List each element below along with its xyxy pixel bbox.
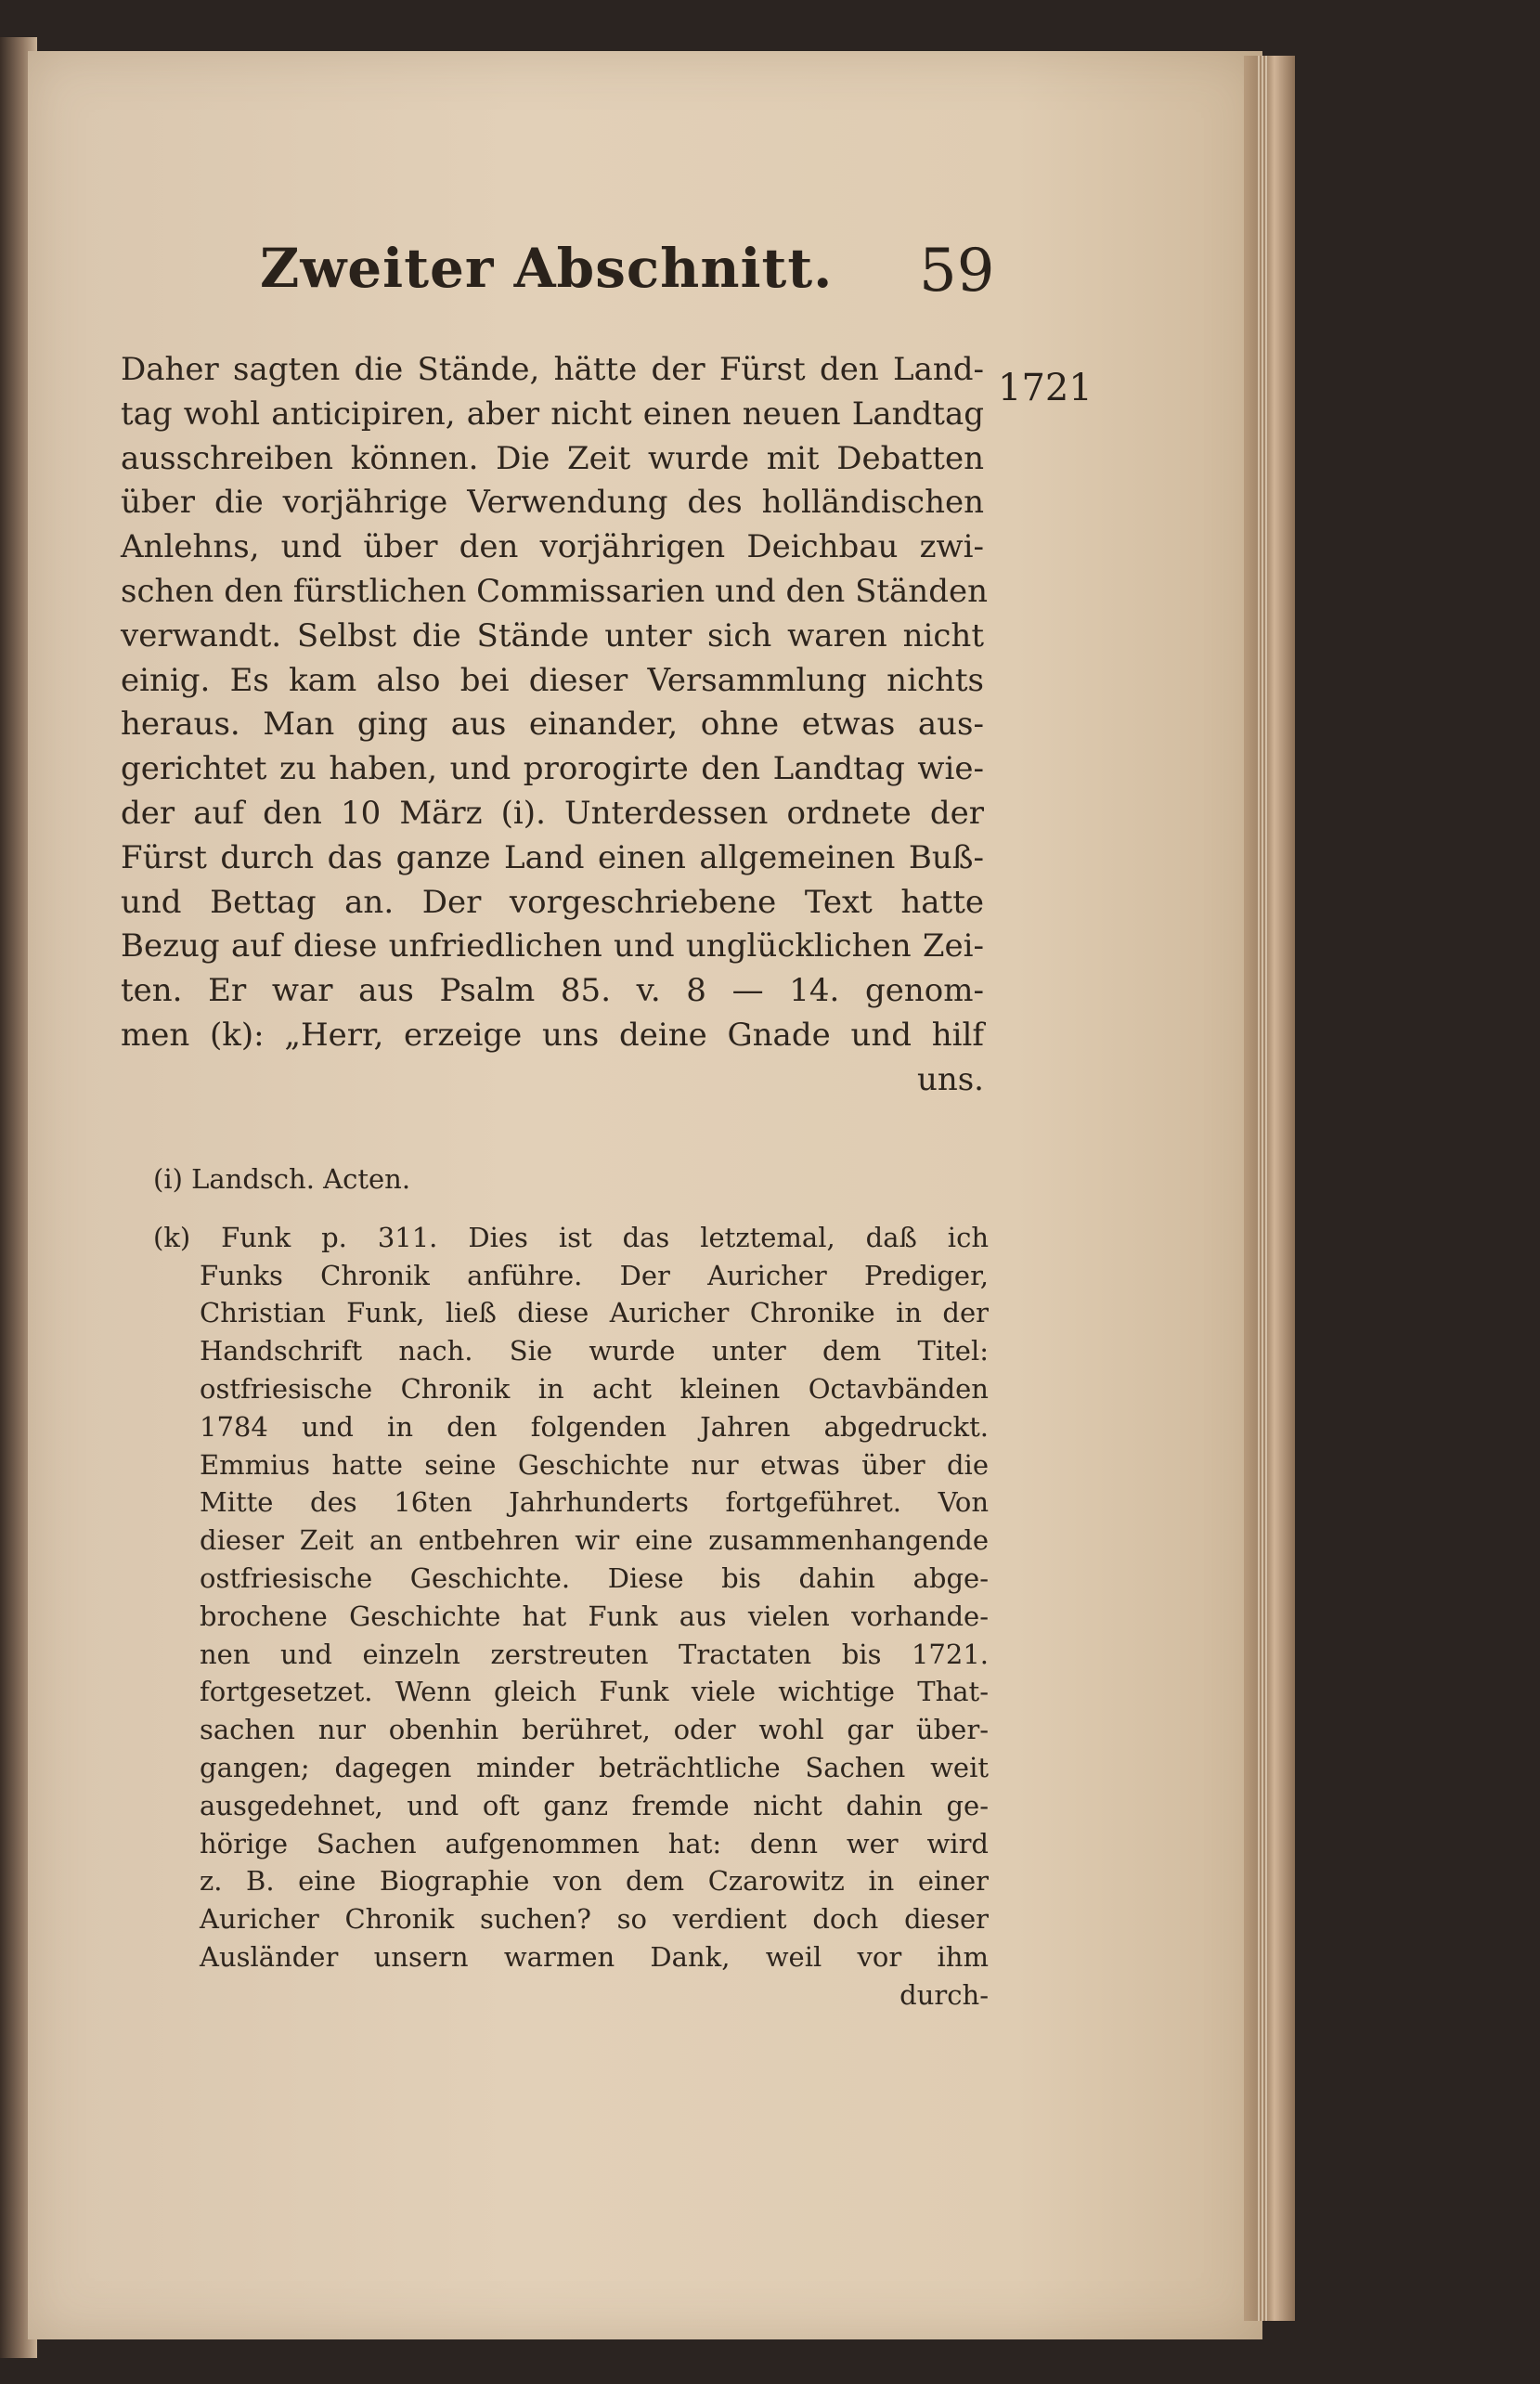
footnote-k-line: brochene Geschichte hat Funk aus vielen vorhande- [200, 1600, 989, 1632]
footnote-k-line: ostfriesische Geschichte. Diese bis dahin abge- [200, 1561, 989, 1594]
page-header [260, 237, 1003, 320]
footnote-k-line: ausgedehnet, und oft ganz fremde nicht dahin ge- [200, 1789, 989, 1821]
footnote-k-line: Christian Funk, ließ diese Auricher Chronike in der [200, 1297, 989, 1329]
text-line: Bezug auf diese unfriedlichen und unglücklichen Zei- [121, 927, 984, 965]
footnote-k-line: 1784 und in den folgenden Jahren abgedruckt. [200, 1410, 989, 1443]
running-head: Zweiter Abschnitt. [260, 237, 834, 300]
text-line: über die vorjährige Verwendung des holländischen [121, 484, 984, 522]
footnote-k-line: Handschrift nach. Sie wurde unter dem Titel: [200, 1335, 989, 1367]
page-edges [1258, 56, 1267, 2321]
text-line: und Bettag an. Der vorgeschriebene Text hatte [121, 883, 984, 921]
text-line: gerichtet zu haben, und prorogirte den Landtag wie- [121, 750, 984, 788]
footnotes [153, 1160, 989, 2015]
footnote-k-line: dieser Zeit an entbehren wir eine zusammenhangende [200, 1524, 989, 1557]
text-line: Anlehns, und über den vorjährigen Deichbau zwi- [121, 528, 984, 566]
footnote-k-line: nen und einzeln zerstreuten Tractaten bis 1721. [200, 1638, 989, 1670]
text-line: ten. Er war aus Psalm 85. v. 8 — 14. genom- [121, 972, 984, 1010]
page-stack-edge [1244, 56, 1295, 2321]
footnote-k-line: sachen nur obenhin berühret, oder wohl gar über- [200, 1714, 989, 1746]
footnote-k-line: Auricher Chronik suchen? so verdient doch dieser [200, 1903, 989, 1936]
footnote-k-line: ostfriesische Chronik in acht kleinen Octavbänden [200, 1372, 989, 1405]
catchword: durch- [899, 1978, 989, 2011]
text-line: tag wohl anticipiren, aber nicht einen neuen Landtag [121, 395, 984, 433]
text-line: einig. Es kam also bei dieser Versammlung nichts [121, 661, 984, 699]
footnote-k-line: Mitte des 16ten Jahrhunderts fortgeführet. Von [200, 1486, 989, 1519]
footnote-k-line: hörige Sachen aufgenommen hat: denn wer wird [200, 1827, 989, 1859]
text-line: Fürst durch das ganze Land einen allgemeinen Buß- [121, 838, 984, 876]
footnote-k-line: Funks Chronik anführe. Der Auricher Prediger, [200, 1259, 989, 1291]
footnote-k-line: z. B. eine Biographie von dem Czarowitz in einer [200, 1865, 989, 1898]
text-line: verwandt. Selbst die Stände unter sich waren nicht [121, 616, 984, 654]
footnote-k-line: Ausländer unsern warmen Dank, weil vor ihm [200, 1940, 989, 1973]
text-line: der auf den 10 März (i). Unterdessen ordnete der [121, 794, 984, 832]
margin-year-note: 1721 [998, 367, 1093, 409]
footnote-k-line: Emmius hatte seine Geschichte nur etwas über die [200, 1448, 989, 1481]
footnote-i: (i) Landsch. Acten. [153, 1163, 411, 1195]
text-line: men (k): „Herr, erzeige uns deine Gnade und hilf [121, 1016, 984, 1054]
text-line: ausschreiben können. Die Zeit wurde mit Debatten [121, 439, 984, 477]
main-text [121, 348, 988, 1103]
page-number: 59 [919, 237, 995, 305]
footnote-k-line: gangen; dagegen minder beträchtliche Sachen weit [200, 1751, 989, 1783]
text-line: heraus. Man ging aus einander, ohne etwas aus- [121, 706, 984, 744]
text-line: uns. [916, 1060, 984, 1098]
text-line: schen den fürstlichen Commissarien und den Ständen [121, 572, 988, 610]
text-line: Daher sagten die Stände, hätte der Fürst den Land- [121, 351, 984, 388]
footnote-k-line: (k) Funk p. 311. Dies ist das letztemal, daß ich [153, 1221, 989, 1253]
footnote-k-line: fortgesetzet. Wenn gleich Funk viele wichtige That- [200, 1676, 989, 1708]
